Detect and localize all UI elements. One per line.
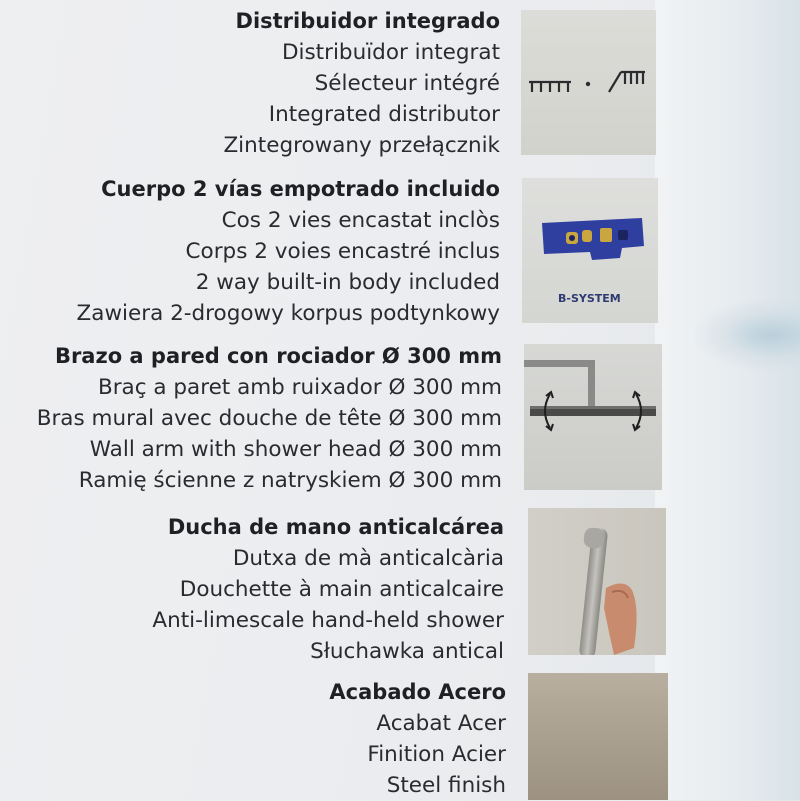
feature-heading: Distribuidor integrado: [235, 9, 500, 33]
feature-translation: Bras mural avec douche de tête Ø 300 mm: [36, 406, 502, 431]
feature-translation: Distribuïdor integrat: [281, 40, 500, 65]
feature-heading: Cuerpo 2 vías empotrado incluido: [101, 177, 500, 201]
dot-separator-icon: [586, 82, 590, 86]
feature-wall-arm: [37, 341, 502, 496]
feature-translation: Wall arm with shower head Ø 300 mm: [89, 437, 502, 462]
feature-translation: Zintegrowany przełącznik: [223, 133, 500, 158]
feature-heading: Brazo a pared con rociador Ø 300 mm: [54, 344, 502, 368]
hand-shower-icon: [609, 72, 645, 92]
feature-translation: Braç a paret amb ruixador Ø 300 mm: [97, 375, 502, 400]
feature-hand-shower: [152, 512, 504, 667]
feature-translation: Ramię ścienne z natryskiem Ø 300 mm: [78, 468, 502, 493]
distributor-thumbnail: [521, 10, 656, 155]
feature-heading: Acabado Acero: [329, 680, 506, 704]
feature-translation: Integrated distributor: [268, 102, 500, 127]
wall-arm-shower-icon: [524, 360, 656, 416]
feature-translation: Sélecteur intégré: [314, 71, 500, 96]
feature-translation: Cos 2 vies encastat inclòs: [221, 208, 500, 233]
wall-arm-thumbnail: [524, 344, 662, 490]
b-system-label: B-SYSTEM: [558, 292, 621, 305]
feature-translation: Zawiera 2-drogowy korpus podtynkowy: [76, 301, 500, 326]
hand-shower-thumbnail: [528, 508, 666, 655]
feature-translation: Anti-limescale hand-held shower: [152, 608, 504, 633]
feature-translation: Douchette à main anticalcaire: [179, 577, 504, 602]
feature-translation: Corps 2 voies encastré inclus: [185, 239, 500, 264]
feature-built-in-body: [77, 174, 500, 329]
light-reflection: [695, 300, 800, 370]
feature-translation: Steel finish: [386, 773, 506, 798]
feature-translation: Dutxa de mà anticalcària: [232, 546, 504, 571]
feature-integrated-distributor: [223, 6, 500, 161]
feature-translation: 2 way built-in body included: [195, 270, 500, 295]
packaging-side-panel: [655, 0, 800, 800]
rain-shower-icon: [529, 82, 571, 92]
steel-finish-swatch: [528, 673, 668, 800]
feature-translation: Słuchawka antical: [310, 639, 504, 664]
hand-shower-photo: [528, 508, 666, 655]
feature-steel-finish: [329, 677, 506, 801]
feature-translation: Finition Acier: [367, 742, 506, 767]
feature-heading: Ducha de mano anticalcárea: [167, 515, 504, 539]
feature-translation: Acabat Acer: [376, 711, 506, 736]
